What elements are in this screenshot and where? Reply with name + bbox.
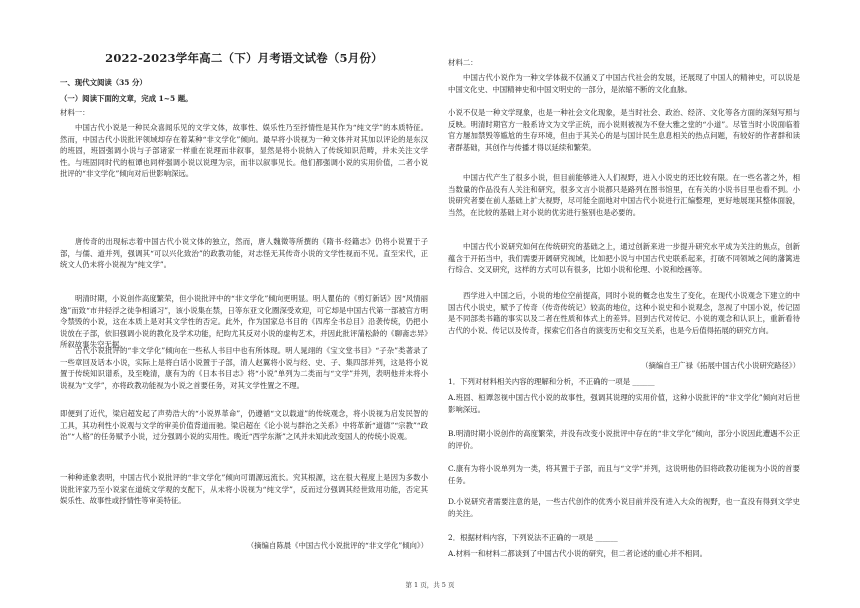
section-subheading: （一）阅读下面的文章，完成 1~5 题。 — [60, 94, 193, 103]
paragraph: 中国古代产生了很多小说，但目前能够进入人们视野，进入小说史的还比较有限。在一些名著之外，相当数量的作品没有人关注和研究，很多文言小说都只是路列在图书馆里，在有关的小说书目里也看不到。小说研究者要在前人基础上扩大视野，尽可能全面地对中国古代小说进行汇编整理，更好地展现其整体面貌，当然，在比较的基础上对小说的优劣进行鉴别也是必要的。 — [448, 173, 800, 217]
paragraph: 西学进入中国之后，小说的地位空前提高，同时小说的概念也发生了变化，在现代小说观念下建立的中国古代小说史，赋予了传奇（传奇传统记）较高的地位，这种小说史和小说观念，忽视了中国小说，传记固是不同部类书籍的事实以及二者在性质和体式上的差异。回到古代对传记、小说的观念和认识上，重新看待古代的小说、传记以及传奇，探索它们各自的演变历史和交互关系，也是今后值得拓展的研究方向。 — [448, 291, 800, 335]
paragraph: 中国古代小说是一种民众喜闻乐见的文学文体，故事性、娱乐性乃至抒情性是其作为“纯文学”的本质特征。然而，中国古代小说批评领域却存在着某种“非文学化”倾向。最早将小说视为一种文体并对其加以评论的是东汉的班固，班固强调小说与子部诸家一样重在说理而非叙事，显然是将小说纳入了传统知识范畴，并未关注文学性。与班固同时代的桓谭也同样强调小说以说理为宗，而非以叙事见长。他们都强调小说的实用价值，二者小说批评的“非文学化”倾向对后世影响深远。 — [60, 123, 428, 179]
page-title: 2022-2023学年高二（下）月考语文试卷（5月份） — [105, 51, 383, 65]
material-label: 材料一： — [60, 108, 90, 117]
paragraph: 中国古代小说作为一种文学体裁不仅涵义了中国古代社会的发展，还展现了中国人的精神史，可以说是中国文化史、中国精神史和中国文明史的一部分，是浓缩不断的文化血脉。 — [448, 73, 800, 94]
page-footer: 第 1 页，共 5 页 — [405, 581, 455, 589]
option-a: A.班固、桓谭忽视中国古代小说的故事性，强调其说理的实用价值，这种小说批评的“非文学化”倾向对后世影响深远。 — [448, 393, 800, 414]
paragraph: 中国古代小说研究如何在传统研究的基础之上，通过创新来进一步提升研究水平成为关注的焦点，创新蕴含于开拓当中，我们需要开阔研究视域，比如把小说与中国古代史联系起来，打破不同领域之间的藩篱进行综合、交叉研究，这样的方式可以有很多，比如小说和伦理、小说和绘画等。 — [448, 242, 800, 275]
option-c: C.康有为将小说单列为一类，将其置于子部，而且与“文学”并列，这说明他仍旧将政教功能视为小说的首要任务。 — [448, 464, 800, 485]
paragraph: 明清时期，小说创作高度繁荣，但小说批评中的“非文学化”倾向更明显。明人瞿佑的《剪灯新话》因“风情丽逸”而致“市井轻浮之徒争相诵习”，该小说集在禁，日等东亚文化圈深受欢迎，可它却是中国古代第一部被官方明令禁毁的小说，这在本质上是对其文学性的否定。此外，作为国家总书目的《四库全书总目》沿袭传统，仍把小说放在子部，依旧强调小说的教化及学术功能，纪昀尤其反对小说的虚构艺术，并因此批评蒲松龄的《聊斋志异》所叙故事失空无据。 — [60, 294, 428, 350]
source-citation: （摘编自王广禄《拓展中国古代小说研究路径》） — [641, 361, 800, 370]
paragraph: 唐传奇的出现标志着中国古代小说文体的独立，然而，唐人魏徵等所撰的《隋书·经籍志》仍将小说置于子部，与儒、道并列，强调其“可以兴化致治”的政教功能，对志怪无其传奇小说的文学性视而不见。直至宋代，正统文人仍未将小说视为“纯文学”。 — [60, 237, 428, 270]
section-heading: 一、现代文阅读（35 分） — [60, 78, 147, 87]
paragraph: 即便到了近代，梁启超发起了声势浩大的“小说界革命”，仍遵循“文以载道”的传统观念，将小说视为启发民智的工具，其功利性小说观与文学的审美价值背道而驰。梁启超在《论小说与群治之关系》中将革新“道德”“宗教”“政治”“人格”的任务赋予小说，过分强调小说的实用性。晚近“西学东渐”之风并未知此改变国人的传统小说观。 — [60, 409, 428, 442]
paragraph: 古代小说批评的“非文学化”倾向在一些私人书目中也有所体现。明人晁翊的《宝文堂书目》“子杂”类著录了一些章回及话本小说，实际上是将白话小说置于子部，清人赵翼将小说与经、史、子、集四部并列，这是将小说置于传统知识谱系，及至晚清，康有为的《日本书目志》将“小说”单列为二类而与“文学”并列，表明他并未将小说视为“文学”，亦将政教功能视为小说之首要任务，对其文学性置之不理。 — [60, 346, 428, 390]
material-label: 材料二： — [448, 58, 478, 67]
option-d: D.小说研究者需要注意的是，一些古代创作的优秀小说目前并没有进入大众的视野，也一直没有得到文学史的关注。 — [448, 497, 800, 518]
paragraph: 一种种迹象表明，中国古代小说批评的“非文学化”倾向可谓源远流长。究其根源，这在很大程度上是因为多数小说批评家乃至小说家在道统文学观的支配下，从未将小说视为“纯文学”，反而过分强调其经世致用功能，否定其娱乐性、故事性或抒情性等审美特征。 — [60, 473, 428, 506]
question-2: 2．根据材料内容，下列说法不正确的一项是 ______ — [448, 533, 618, 542]
paragraph: 小说不仅是一种文学现象，也是一种社会文化现象，是当时社会、政治、经济、文化等各方面的深刻写照与反映。明清时期官方一般系诗文为文学正统，而小说则被视为不登大雅之堂的“小道”。尽管当时小说面临着官方屡加禁毁等尴尬的生存环境，但由于其关心的是与国计民生息息相关的热点问题，有较好的作者群和读者群基础，其创作与传播才得以延续和繁荣。 — [448, 108, 800, 152]
option-b: B.明清时期小说创作的高度繁荣，并没有改变小说批评中存在的“非文学化”倾向，部分小说因此遭遇不公正的评价。 — [448, 429, 800, 450]
source-citation: （摘编自陈晨《中国古代小说批评的“非文学化”倾向》） — [246, 541, 428, 550]
option-a: A.材料一和材料二都谈到了中国古代小说的研究，但二者论述的重心并不相同。 — [448, 549, 707, 558]
question-1: 1．下列对材料相关内容的理解和分析，不正确的一项是 ______ — [448, 377, 655, 386]
